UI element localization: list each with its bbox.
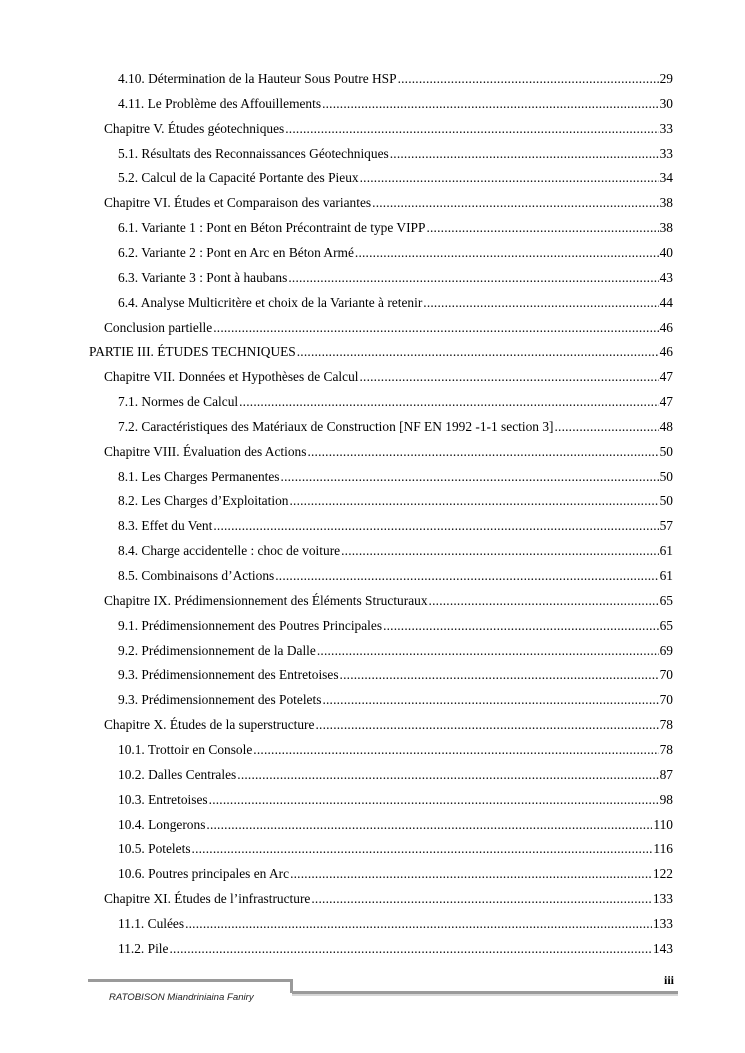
toc-entry-page: 87 <box>659 766 673 782</box>
toc-dot-leader <box>360 169 659 187</box>
toc-entry-title: Chapitre IX. Prédimensionnement des Éléments Structuraux <box>104 592 428 608</box>
toc-entry-page: 122 <box>652 866 673 882</box>
toc-dot-leader <box>340 666 659 684</box>
toc-dot-leader <box>311 890 652 908</box>
toc-entry-page: 65 <box>659 617 673 633</box>
toc-entry-page: 46 <box>659 344 673 360</box>
toc-entry-title: 10.2. Dalles Centrales <box>118 766 237 782</box>
toc-dot-leader <box>213 319 658 337</box>
toc-entry[interactable] <box>118 95 673 113</box>
toc-entry[interactable] <box>118 418 673 436</box>
toc-entry[interactable] <box>89 343 673 361</box>
toc-entry[interactable] <box>104 443 673 461</box>
toc-dot-leader <box>426 219 658 237</box>
toc-dot-leader <box>355 244 659 262</box>
toc-entry[interactable] <box>118 666 673 684</box>
toc-entry-page: 33 <box>659 120 673 136</box>
toc-entry-title: 5.1. Résultats des Reconnaissances Géotechniques <box>118 145 389 161</box>
toc-entry-page: 50 <box>659 468 673 484</box>
toc-dot-leader <box>383 617 659 635</box>
toc-entry-title: Chapitre XI. Études de l’infrastructure <box>104 891 311 907</box>
toc-dot-leader <box>359 368 658 386</box>
toc-entry-page: 29 <box>659 71 673 86</box>
toc-entry[interactable] <box>118 468 673 486</box>
toc-dot-leader <box>289 492 658 510</box>
toc-dot-leader <box>307 443 658 461</box>
toc-dot-leader <box>288 269 658 287</box>
toc-entry-title: 10.5. Potelets <box>118 841 191 857</box>
toc-entry[interactable] <box>118 791 673 809</box>
footer-rule-shadow <box>292 994 678 996</box>
toc-entry-title: PARTIE III. ÉTUDES TECHNIQUES <box>89 344 296 360</box>
toc-entry-title: 8.3. Effet du Vent <box>118 518 213 534</box>
toc-entry-page: 47 <box>659 394 673 410</box>
toc-entry-title: Chapitre VII. Données et Hypothèses de Calcul <box>104 369 359 385</box>
toc-entry[interactable] <box>118 642 673 660</box>
toc-entry-title: 8.1. Les Charges Permanentes <box>118 468 280 484</box>
toc-entry[interactable] <box>118 766 673 784</box>
footer-tab-rule <box>88 979 293 993</box>
toc-entry[interactable] <box>118 816 673 834</box>
toc-entry-title: 6.4. Analyse Multicritère et choix de la Variante à retenir <box>118 294 423 310</box>
toc-entry[interactable] <box>104 319 673 337</box>
toc-entry-page: 133 <box>652 915 673 931</box>
toc-entry-page: 61 <box>659 568 673 583</box>
toc-entry-title: 11.2. Pile <box>118 940 169 956</box>
toc-entry[interactable] <box>118 393 673 411</box>
toc-entry-page: 143 <box>652 940 673 956</box>
toc-dot-leader <box>398 70 659 88</box>
toc-entry-title: 9.3. Prédimensionnement des Entretoises <box>118 667 339 683</box>
toc-dot-leader <box>209 791 659 809</box>
toc-entry[interactable] <box>118 567 673 585</box>
toc-entry-page: 110 <box>653 816 673 832</box>
toc-dot-leader <box>239 393 658 411</box>
toc-dot-leader <box>315 716 658 734</box>
toc-entry[interactable] <box>118 542 673 560</box>
toc-dot-leader <box>275 567 658 585</box>
toc-dot-leader <box>341 542 659 560</box>
toc-dot-leader <box>390 145 659 163</box>
toc-entry-page: 30 <box>659 95 673 111</box>
toc-entry-title: Chapitre VIII. Évaluation des Actions <box>104 443 307 459</box>
toc-entry-page: 70 <box>659 692 673 708</box>
toc-dot-leader <box>206 816 652 834</box>
toc-entry-title: 7.2. Caractéristiques des Matériaux de Construction [NF EN 1992 -1-1 section 3] <box>118 418 554 434</box>
toc-entry-title: 10.1. Trottoir en Console <box>118 741 253 757</box>
toc-dot-leader <box>192 840 653 858</box>
toc-entry[interactable] <box>104 368 673 386</box>
toc-entry-title: 5.2. Calcul de la Capacité Portante des Pieux <box>118 170 359 186</box>
toc-dot-leader <box>185 915 652 933</box>
toc-entry-title: Chapitre V. Études géotechniques <box>104 120 285 136</box>
toc-entry[interactable] <box>118 169 673 187</box>
toc-dot-leader <box>322 95 659 113</box>
toc-entry-page: 98 <box>659 791 673 807</box>
toc-dot-leader <box>554 418 658 436</box>
toc-entry-page: 50 <box>659 443 673 459</box>
toc-entry-title: 10.4. Longerons <box>118 816 206 832</box>
toc-entry[interactable] <box>118 691 673 709</box>
toc-entry-title: 8.2. Les Charges d’Exploitation <box>118 493 289 509</box>
toc-entry-title: 8.5. Combinaisons d’Actions <box>118 568 275 583</box>
toc-dot-leader <box>317 642 659 660</box>
toc-entry[interactable] <box>104 592 673 610</box>
page-number: iii <box>664 973 675 987</box>
toc-entry-title: 6.2. Variante 2 : Pont en Arc en Béton Armé <box>118 244 354 260</box>
toc-dot-leader <box>237 766 658 784</box>
toc-dot-leader <box>213 517 658 535</box>
toc-entry-page: 70 <box>659 667 673 683</box>
toc-entry-page: 38 <box>659 195 673 211</box>
toc-entry-page: 46 <box>659 319 673 335</box>
toc-entry-page: 133 <box>652 891 673 907</box>
toc-entry-title: Chapitre X. Études de la superstructure <box>104 717 315 733</box>
toc-entry[interactable] <box>118 145 673 163</box>
toc-entry-page: 44 <box>659 294 673 310</box>
toc-entry-title: 6.1. Variante 1 : Pont en Béton Précontraint de type VIPP <box>118 220 426 236</box>
toc-entry[interactable] <box>118 741 673 759</box>
toc-entry-title: Chapitre VI. Études et Comparaison des variantes <box>104 195 372 211</box>
toc-entry-page: 50 <box>659 493 673 509</box>
toc-entry-title: 6.3. Variante 3 : Pont à haubans <box>118 269 288 285</box>
toc-entry[interactable] <box>118 219 673 237</box>
toc-entry-title: 8.4. Charge accidentelle : choc de voiture <box>118 543 341 559</box>
toc-entry[interactable] <box>118 617 673 635</box>
toc-dot-leader <box>253 741 658 759</box>
toc-entry-page: 43 <box>659 269 673 285</box>
toc-entry-page: 61 <box>659 543 673 559</box>
toc-entry[interactable] <box>104 194 673 212</box>
toc-entry-title: 10.6. Poutres principales en Arc <box>118 866 290 882</box>
toc-entry-title: Conclusion partielle <box>104 319 213 335</box>
toc-entry-title: 9.1. Prédimensionnement des Poutres Principales <box>118 617 383 633</box>
toc-entry[interactable] <box>104 890 673 908</box>
toc-entry-page: 47 <box>659 369 673 385</box>
toc-dot-leader <box>281 468 659 486</box>
toc-dot-leader <box>423 294 658 312</box>
toc-entry[interactable] <box>118 940 673 958</box>
toc-entry-page: 38 <box>659 220 673 236</box>
toc-entry-title: 7.1. Normes de Calcul <box>118 394 239 410</box>
toc-entry-title: 9.2. Prédimensionnement de la Dalle <box>118 642 316 658</box>
toc-dot-leader <box>429 592 659 610</box>
toc-dot-leader <box>322 691 658 709</box>
toc-entry-title: 4.10. Détermination de la Hauteur Sous Poutre HSP <box>118 71 397 86</box>
toc-entry[interactable] <box>118 517 673 535</box>
toc-entry-title: 10.3. Entretoises <box>118 791 208 807</box>
toc-entry[interactable] <box>118 915 673 933</box>
toc-entry[interactable] <box>118 865 673 883</box>
toc-entry[interactable] <box>118 492 673 510</box>
toc-entry-page: 57 <box>659 518 673 534</box>
toc-entry-page: 65 <box>659 592 673 608</box>
toc-entry-page: 116 <box>653 841 673 857</box>
toc-entry-page: 40 <box>659 244 673 260</box>
toc-entry-title: 11.1. Culées <box>118 915 185 931</box>
toc-entry-page: 78 <box>659 717 673 733</box>
toc-entry[interactable] <box>104 120 673 138</box>
toc-entry-page: 33 <box>659 145 673 161</box>
toc-dot-leader <box>169 940 651 958</box>
toc-entry[interactable] <box>104 716 673 734</box>
toc-dot-leader <box>285 120 658 138</box>
toc-entry-page: 34 <box>659 170 673 186</box>
toc-dot-leader <box>297 343 659 361</box>
toc-entry-title: 4.11. Le Problème des Affouillements <box>118 95 322 111</box>
toc-entry-page: 78 <box>659 741 673 757</box>
toc-entry-page: 69 <box>659 642 673 658</box>
toc-entry[interactable] <box>118 840 673 858</box>
toc-entry-title: 9.3. Prédimensionnement des Potelets <box>118 692 322 708</box>
toc-entry[interactable] <box>118 269 673 287</box>
toc-entry[interactable] <box>118 294 673 312</box>
toc-dot-leader <box>372 194 658 212</box>
footer-author: RATOBISON Miandriniaina Faniry <box>109 992 254 1003</box>
toc-dot-leader <box>290 865 652 883</box>
toc-entry[interactable] <box>118 70 673 88</box>
toc-entry[interactable] <box>118 244 673 262</box>
toc-entry-page: 48 <box>659 418 673 434</box>
